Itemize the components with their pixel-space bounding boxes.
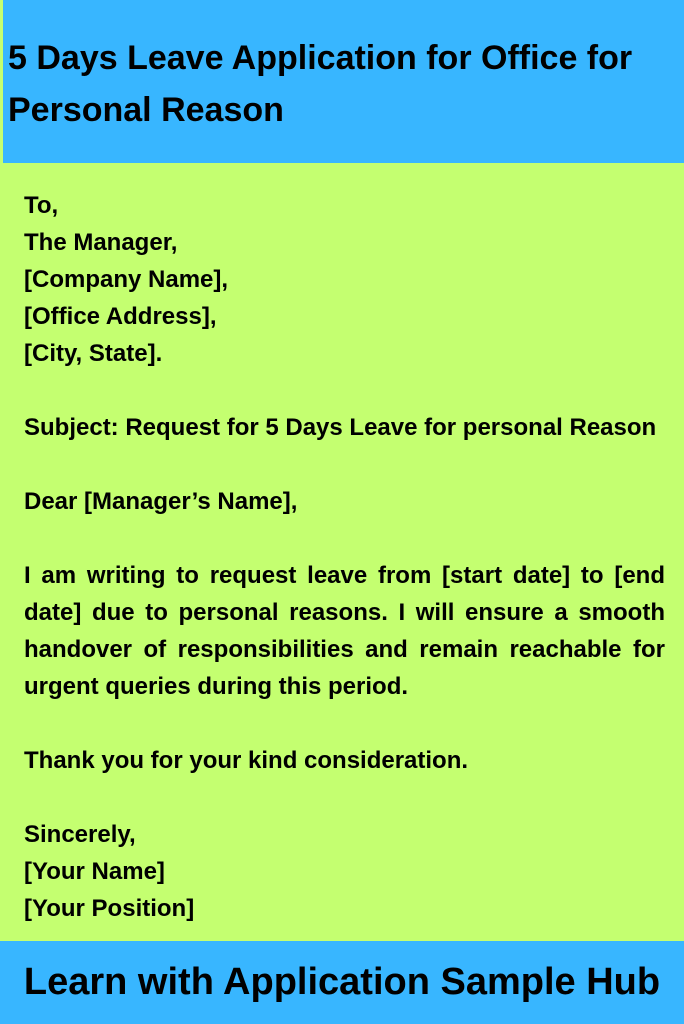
subject-line: Subject: Request for 5 Days Leave for personal Reason xyxy=(24,414,657,441)
header-banner xyxy=(3,0,684,163)
closing-line: Sincerely, xyxy=(24,821,136,848)
address-line: The Manager, xyxy=(24,229,178,256)
closing-line: [Your Name] xyxy=(24,858,165,885)
page-title: 5 Days Leave Application for Office for Personal Reason xyxy=(8,39,633,129)
body-paragraph: I am writing to request leave from [start date] to [end date] due to personal reasons. I will ensure a smooth handover of responsibilities and remain reachable for urgent queries during this period. xyxy=(24,562,665,700)
letter-body xyxy=(24,187,665,937)
closing-line: [Your Position] xyxy=(24,895,195,922)
address-line: [Company Name], xyxy=(24,266,229,293)
address-line: [Office Address], xyxy=(24,303,217,330)
recipient-address xyxy=(24,187,665,372)
thanks-line: Thank you for your kind consideration. xyxy=(24,747,469,774)
address-line: [City, State]. xyxy=(24,340,163,367)
footer-text: Learn with Application Sample Hub xyxy=(23,961,661,1003)
salutation: Dear [Manager’s Name], xyxy=(24,488,298,515)
footer-banner xyxy=(0,941,684,1024)
address-line: To, xyxy=(24,192,59,219)
signature-block xyxy=(24,816,665,927)
